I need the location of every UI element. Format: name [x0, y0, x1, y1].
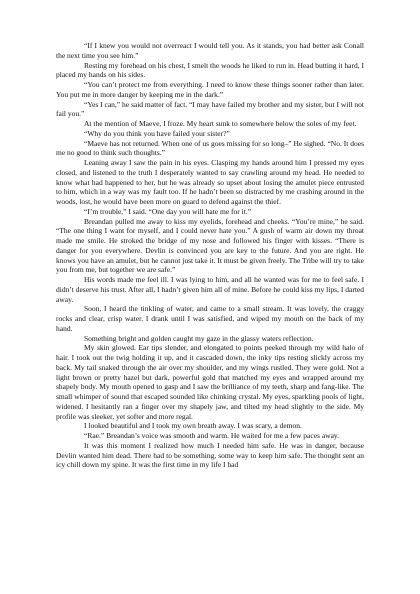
paragraph: “Yes I can,” he said matter of fact. “I may have failed my brother and my sister, but I will not fail you.” — [56, 99, 364, 119]
paragraph: His words made me feel ill. I was lying to him, and all he wanted was for me to feel safe. I didn’t deserve his trust. After all, I hadn’t given him all of mine. Before he could kiss my lips, I darted away. — [56, 275, 364, 304]
paragraph: Soon, I heard the tinkling of water, and came to a small stream. It was lovely, the craggy rocks and clear, crisp water. I drank until I was satisfied, and wiped my mouth on the back of my hand. — [56, 304, 364, 333]
paragraph: Leaning away I saw the pain in his eyes. Clasping my hands around him I pressed my eyes closed, and listened to the truth I desperately wanted to say crawling around my head. He needed to know what had happened to her, but he was already so upset about losing the amulet piece entrusted to him, which in a way was my fault too. If he hadn’t been so distracted by me crashing around in the woods, lost, he would have been more on guard to defend against the thief. — [56, 158, 364, 206]
paragraph: I looked beautiful and I took my own breath away. I was scary, a demon. — [84, 421, 302, 431]
paragraph: “You can’t protect me from everything. I need to know these things sooner rather than later. You put me in more danger by keeping me in the dark.” — [56, 80, 364, 99]
paragraph: It was this moment I realized how much I needed him safe. He was in danger, because Devlin wanted him dead. There had to be something, some way to keep him safe. The thought sent an icy chill down my spine. It was the first time in my life I had — [56, 440, 364, 470]
paragraph: “I’m trouble,” I said. “One day you will hate me for it.” — [84, 206, 252, 216]
paragraph: Something bright and golden caught my gaze in the glassy waters reflection. — [84, 333, 314, 343]
paragraph: Breandan pulled me away to kiss my eyelids, forehead and cheeks. “You’re mine,” he said. “The one thing I want for myself, and I could never hate you.” A gush of warm air down my throat made me smile. He stroked the bridge of my nose and followed his finger with kisses. “There is danger for you everywhere. Devlin is convinced you are key to the future. And you are right. He knows you have an amulet, but he cannot just take it. It must be given freely. The Tribe will try to take you from me, but together we are safe.” — [56, 216, 364, 275]
paragraph: My skin glowed. Ear tips slender, and elongated to points peeked through my wild halo of hair. I took out the twig holding it up, and it cascaded down, the inky tips resting slickly across my back. My tail snaked through the air over my shoulder, and my wings rustled. They were gold. Not a light brown or pretty hazel but dark, powerful gold that matched my eyes and wrapped around my shapely body. My mouth opened to gasp and I saw the brilliance of my teeth, sharp and fang-like. The small whimper of sound that escaped sounded like chinking crystal. My eyes, sparkling pools of light, widened. I hesitantly ran a finger over my shapely jaw, and tilted my head slightly to the side. My profile was sleeker, yet softer and more regal. — [56, 343, 364, 421]
paragraph: “Why do you think you have failed your sister?” — [84, 128, 230, 138]
paragraph: At the mention of Maeve, I froze. My heart sunk to somewhere below the soles of my feet. — [84, 119, 357, 128]
paragraph: “Rae.” Breandan’s voice was smooth and warm. He waited for me a few paces away. — [84, 431, 340, 440]
paragraph: Resting my forehead on his chest, I smelt the woods he liked to run in. Head butting it hard, I placed my hands on his sides. — [56, 60, 364, 80]
paragraph: “If I knew you would not overreact I would tell you. As it stands, you had better ask Conall the next time you see him.” — [56, 41, 364, 60]
paragraph: “Maeve has not returned. When one of us goes missing for so long–” He sighed. “No. It does me no good to think such thoughts.” — [56, 138, 364, 158]
